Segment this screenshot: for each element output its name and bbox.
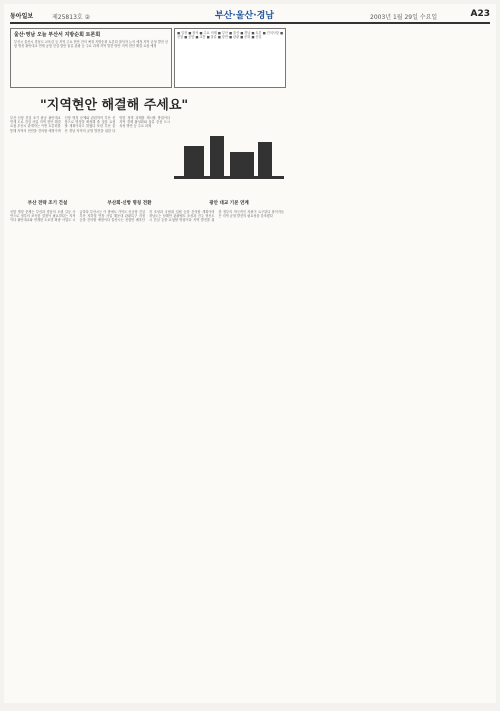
lead-body: 부산 신항 건설 조기 완공 광안대교 연계 도로 건설 사업 지역 현안 해결 요청 부산시 관계자는 이번 토론회를 통해 지역의 현안을 건의할 예정이며 신항 명칭 문제와 관련하여 부산 신항으로 명칭을 확정해 줄 것을 요청할 계획이라고 밝혔다 또한 부산 울산 경남 지역의 균형 발전을 위한 다양한 정책 과제를 제시할 방침이다 지역 경제 활성화와 물류 중심 도시 육성 방안 등 주요 과제 xyxy=(10,116,170,133)
issue-number: 제25813호 ② xyxy=(52,14,90,21)
lead-body-lower: 신항 명칭 문제는 부산과 경남의 오랜 갈등 사안으로 정부의 조속한 결정이 필요하다는 지적이다 광안대교와 연계한 도로망 확충 사업도 시급하다 부산시는 이 밖에도 가덕도 신공항 건설 부산 지하철 연장 사업 해운대 관광특구 지정 등을 건의할 예정이다 울산시는 신항만 배후단지 조성과 국립대 설립 등을 건의할 계획이며 경남도는 남해안 관광벨트 조성과 진주 혁신도시 건설 등을 요청할 방침이다 지역 발전을 위한 정부의 적극적인 지원이 요구된다 참석자들은 지역 균형 발전의 필요성을 강조했다 xyxy=(10,210,284,223)
subhead-3: 광안 대교 기본 연계 xyxy=(209,201,249,206)
masthead xyxy=(10,8,490,24)
info-table xyxy=(174,28,286,88)
subhead-1: 부산 전략 조기 건설 xyxy=(27,201,68,206)
issue-date: 2003년 1월 29일 수요일 xyxy=(370,14,438,21)
section-title: 부산·울산·경남 xyxy=(215,11,275,21)
kicker-text: 부산시 울산시 경남도 교육감 등 지역 주요 현안 건의 예정 지방순회 토론회 참석자 논의 예정 지역 균형 발전 신항 명칭 광안대교 연계 공항 건설 항만 물류 관광 등 주요 과제 지역 발전 방안 지역 현안 해결 요청 예정 xyxy=(14,40,168,49)
newspaper-page xyxy=(4,4,496,703)
paper-name: 동아일보 xyxy=(10,13,34,20)
subhead-2: 부산회·신항 명칭 전환 xyxy=(107,201,152,206)
kicker-title: 울산·영남 오늘 부산서 지방순회 토론회 xyxy=(14,32,101,38)
lead-headline: "지역현안 해결해 주세요" xyxy=(40,98,189,113)
infographic xyxy=(174,116,284,188)
page-number: A23 xyxy=(470,9,490,19)
kicker-box xyxy=(10,28,172,88)
info-table-text: ■ 일정 ■ 참석 ■ 주요 의제 ■ 부산 ■ 울산 ■ 경남 ■ 토론 ■ 건의사항 ■ 신항 ■ 공항 ■ 교통 ■ 물류 ■ 항만 ■ 관광 ■ 문화 ■ 산업 xyxy=(177,31,283,40)
factory-illustration-icon xyxy=(174,116,284,188)
